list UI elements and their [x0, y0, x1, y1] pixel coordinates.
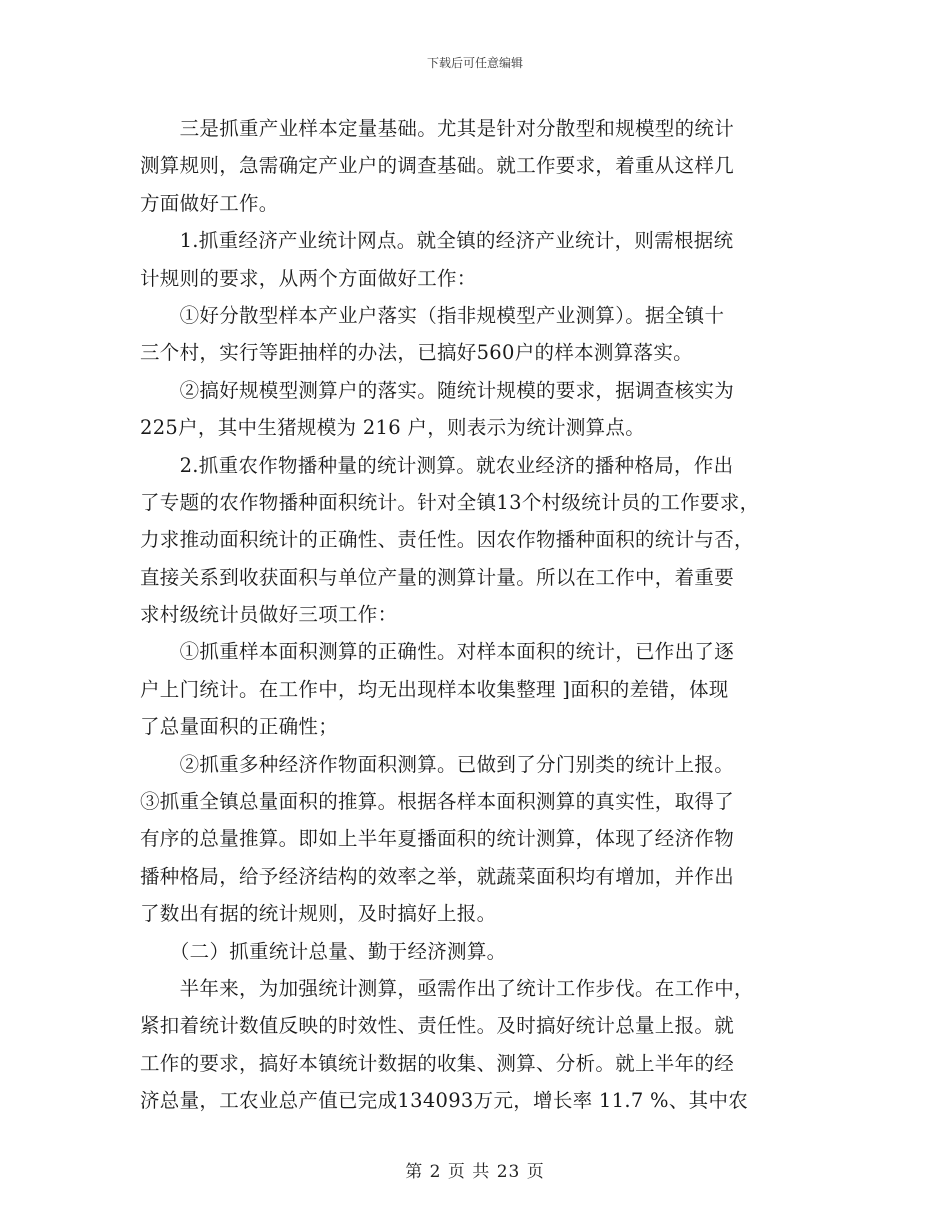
body-line: 紧扣着统计数值反映的时效性、责任性。及时搞好统计总量上报。就: [140, 1014, 735, 1038]
body-line: 了数出有据的统计规则，及时搞好上报。: [140, 902, 497, 926]
body-line: 有序的总量推算。即如上半年夏播面积的统计测算，体现了经济作物: [140, 827, 735, 851]
body-line: 了总量面积的正确性；: [140, 715, 339, 739]
body-line: 225户，其中生猪规模为 216 户，则表示为统计测算点。: [140, 416, 646, 440]
body-line: 三是抓重产业样本定量基础。尤其是针对分散型和规模型的统计: [140, 117, 735, 140]
body-line: （二）抓重统计总量、勤于经济测算。: [140, 939, 507, 963]
body-line: 测算规则，急需确定产业户的调查基础。就工作要求，着重从这样几: [140, 154, 735, 178]
body-line: ③抓重全镇总量面积的推算。根据各样本面积测算的真实性，取得了: [140, 790, 735, 814]
body-line: ②搞好规模型测算户的落实。随统计规模的要求，据调查核实为: [140, 378, 735, 402]
page-number-footer: 第 2 页 共 23 页: [405, 1162, 545, 1182]
body-line: ①好分散型样本产业户落实（指非规模型产业测算）。据全镇十: [140, 303, 725, 327]
body-line: ①抓重样本面积测算的正确性。对样本面积的统计，已作出了逐: [140, 640, 735, 664]
body-line: 播种格局，给予经济结构的效率之举，就蔬菜面积均有增加，并作出: [140, 864, 735, 888]
body-line: 了专题的农作物播种面积统计。针对全镇13个村级统计员的工作要求，: [140, 490, 760, 514]
body-line: 半年来，为加强统计测算，亟需作出了统计工作步伐。在工作中，: [140, 976, 754, 1000]
body-line: 2.抓重农作物播种量的统计测算。就农业经济的播种格局，作出: [140, 453, 734, 477]
body-line: ②抓重多种经济作物面积测算。已做到了分门别类的统计上报。: [140, 752, 735, 776]
body-line: 求村级统计员做好三项工作：: [140, 603, 398, 627]
document-body: [140, 110, 812, 1120]
body-line: 力求推动面积统计的正确性、责任性。因农作物播种面积的统计与否，: [140, 528, 754, 552]
body-line: 直接关系到收获面积与单位产量的测算计量。所以在工作中，着重要: [140, 565, 735, 589]
body-line: 工作的要求，搞好本镇统计数据的收集、测算、分析。就上半年的经: [140, 1051, 735, 1075]
body-line: 1.抓重经济产业统计网点。就全镇的经济产业统计，则需根据统: [140, 229, 734, 253]
body-line: 济总量，工农业总产值已完成134093万元，增长率 11.7 %、其中农: [140, 1089, 749, 1113]
body-line: 三个村，实行等距抽样的办法，已搞好560户的样本测算落实。: [140, 341, 693, 365]
body-line: 户上门统计。在工作中，均无出现样本收集整理 ]面积的差错，体现: [140, 677, 729, 701]
page-header-note: 下载后可任意编辑: [426, 56, 523, 70]
body-line: 计规则的要求，从两个方面做好工作：: [140, 266, 477, 290]
body-line: 方面做好工作。: [140, 191, 279, 215]
